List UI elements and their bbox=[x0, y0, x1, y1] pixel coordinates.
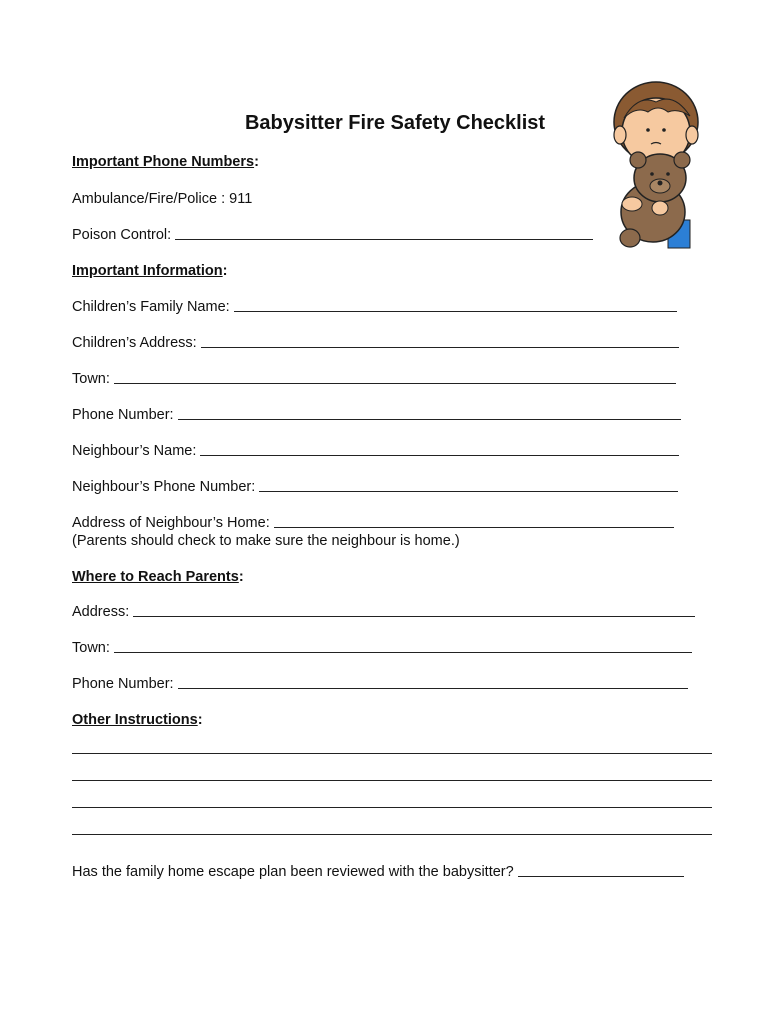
childrens-address-label: Children’s Address: bbox=[72, 335, 197, 351]
family-name-field[interactable] bbox=[234, 310, 677, 312]
escape-plan-question: Has the family home escape plan been reviewed with the babysitter? bbox=[72, 864, 514, 880]
phone-number-row bbox=[72, 407, 681, 423]
neighbour-name-field[interactable] bbox=[200, 454, 679, 456]
reach-parents-heading: Where to Reach Parents: bbox=[72, 569, 244, 585]
parents-phone-row bbox=[72, 676, 688, 692]
instructions-line-1[interactable] bbox=[72, 753, 712, 754]
family-name-row bbox=[72, 299, 677, 315]
neighbour-name-row bbox=[72, 443, 679, 459]
instructions-line-4[interactable] bbox=[72, 834, 712, 835]
parents-address-row bbox=[72, 604, 695, 620]
phone-number-field[interactable] bbox=[178, 418, 681, 420]
parents-address-label: Address: bbox=[72, 604, 130, 620]
parents-town-field[interactable] bbox=[114, 651, 692, 653]
escape-plan-row bbox=[72, 864, 684, 880]
phone-numbers-heading: Important Phone Numbers: bbox=[72, 154, 259, 170]
poison-control-label: Poison Control: bbox=[72, 227, 172, 243]
neighbour-phone-row bbox=[72, 479, 678, 495]
neighbour-address-label: Address of Neighbour’s Home: bbox=[72, 515, 270, 531]
escape-plan-answer-field[interactable] bbox=[518, 875, 684, 877]
childrens-address-field[interactable] bbox=[201, 346, 679, 348]
town-field[interactable] bbox=[114, 382, 676, 384]
other-instructions-heading: Other Instructions: bbox=[72, 712, 203, 728]
parents-phone-field[interactable] bbox=[178, 687, 688, 689]
town-row bbox=[72, 371, 676, 387]
parents-town-row bbox=[72, 640, 692, 656]
child-with-teddy-bear-illustration bbox=[598, 80, 708, 250]
important-information-heading: Important Information: bbox=[72, 263, 228, 279]
poison-control-field[interactable] bbox=[175, 238, 593, 240]
ambulance-number: Ambulance/Fire/Police : 911 bbox=[72, 191, 253, 207]
neighbour-name-label: Neighbour’s Name: bbox=[72, 443, 197, 459]
neighbour-phone-label: Neighbour’s Phone Number: bbox=[72, 479, 256, 495]
neighbour-address-row bbox=[72, 515, 674, 531]
neighbour-address-field[interactable] bbox=[274, 526, 674, 528]
phone-number-label: Phone Number: bbox=[72, 407, 174, 423]
family-name-label: Children’s Family Name: bbox=[72, 299, 230, 315]
instructions-line-3[interactable] bbox=[72, 807, 712, 808]
neighbour-note: (Parents should check to make sure the neighbour is home.) bbox=[72, 533, 460, 549]
instructions-line-2[interactable] bbox=[72, 780, 712, 781]
page-title: Babysitter Fire Safety Checklist bbox=[244, 112, 546, 134]
childrens-address-row bbox=[72, 335, 679, 351]
poison-control-row bbox=[72, 227, 593, 243]
parents-address-field[interactable] bbox=[133, 615, 695, 617]
neighbour-phone-field[interactable] bbox=[259, 490, 678, 492]
parents-town-label: Town: bbox=[72, 640, 110, 656]
town-label: Town: bbox=[72, 371, 110, 387]
parents-phone-label: Phone Number: bbox=[72, 676, 174, 692]
